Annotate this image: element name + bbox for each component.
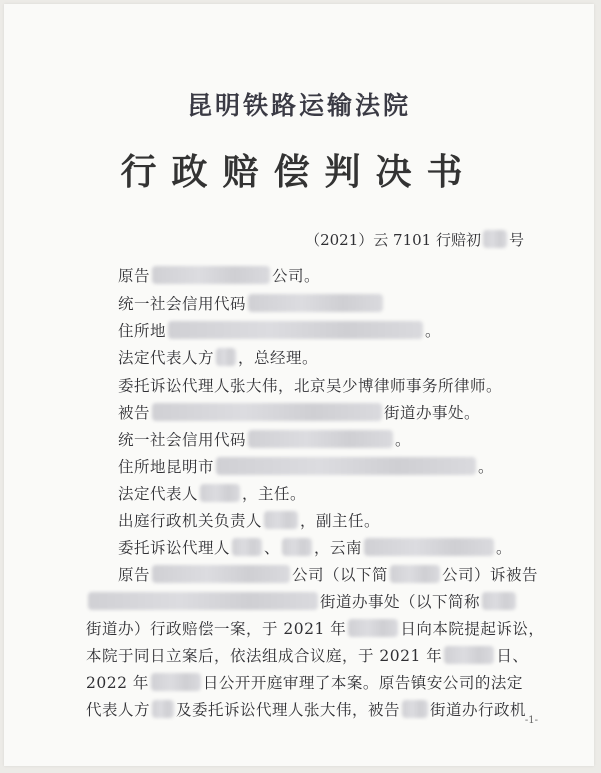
agency-head-line xyxy=(118,509,380,531)
case-number xyxy=(305,229,524,250)
text: 被告 xyxy=(118,404,151,422)
redacted-block xyxy=(216,348,236,366)
paragraph-line-5 xyxy=(86,671,523,693)
redacted-block xyxy=(151,673,201,691)
defendant-line xyxy=(118,401,480,423)
court-name: 昆明铁路运输法院 xyxy=(186,91,411,120)
text: 代表人方 xyxy=(86,701,151,719)
text: 2022 年 xyxy=(86,674,149,692)
redacted-block xyxy=(402,700,428,718)
text: 街道办行政机 xyxy=(430,701,527,719)
text: 。 xyxy=(478,458,495,476)
redacted-block xyxy=(483,230,507,248)
redacted-block xyxy=(232,538,262,556)
redacted-block xyxy=(88,592,318,610)
paragraph-line-4 xyxy=(86,644,528,666)
text: 。 xyxy=(395,431,412,449)
paragraph-line-3 xyxy=(86,617,544,639)
redacted-block xyxy=(152,700,174,718)
plaintiff-address-line xyxy=(118,319,441,341)
redacted-block xyxy=(200,484,240,502)
text: ，云南 xyxy=(314,539,363,557)
text: 日向本院提起诉讼， xyxy=(400,620,545,638)
redacted-block xyxy=(390,565,440,583)
defendant-credit-code-line xyxy=(118,428,411,450)
text: 住所地 xyxy=(118,322,167,340)
paragraph-line-2 xyxy=(86,590,518,612)
text: 。 xyxy=(496,539,513,557)
text: 公司。 xyxy=(272,267,321,285)
defendant-agent-line xyxy=(118,536,512,558)
text: 原告 xyxy=(118,566,151,584)
text: ，副主任。 xyxy=(300,512,381,530)
defendant-representative-line xyxy=(118,482,306,504)
document-title: 行政赔偿判决书 xyxy=(120,151,478,193)
text: 及委托诉讼代理人张大伟，被告 xyxy=(176,701,401,719)
text: 统一社会信用代码 xyxy=(118,295,247,313)
redacted-block xyxy=(168,321,423,339)
text: 街道办事处。 xyxy=(384,404,481,422)
text: 、 xyxy=(264,539,281,557)
plaintiff-agent-line xyxy=(118,374,502,396)
redacted-block xyxy=(348,619,398,637)
text: 住所地昆明市 xyxy=(118,458,215,476)
text: 委托诉讼代理人 xyxy=(118,539,231,557)
text: 街道办事处（以下简称 xyxy=(320,593,481,611)
text: 街道办）行政赔偿一案，于 2021 年 xyxy=(86,620,347,638)
redacted-block xyxy=(248,294,383,312)
text: 法定代表人 xyxy=(118,485,199,503)
redacted-block xyxy=(152,403,382,421)
text: 统一社会信用代码 xyxy=(118,431,247,449)
text: 原告 xyxy=(118,267,151,285)
text: ，主任。 xyxy=(242,485,307,503)
text: 。 xyxy=(425,322,442,340)
redacted-block xyxy=(152,565,290,583)
redacted-block xyxy=(482,592,516,610)
text: 日公开开庭审理了本案。原告镇安公司的法定 xyxy=(202,674,523,692)
case-number-suffix: 号 xyxy=(508,231,524,249)
redacted-block xyxy=(216,457,476,475)
text: 出庭行政机关负责人 xyxy=(118,512,263,530)
redacted-block xyxy=(248,430,393,448)
plaintiff-representative-line xyxy=(118,346,318,368)
text: ，总经理。 xyxy=(238,349,319,367)
plaintiff-line xyxy=(118,264,320,286)
redacted-block xyxy=(282,538,312,556)
text: 法定代表人方 xyxy=(118,349,215,367)
paragraph-line-6 xyxy=(86,698,526,720)
redacted-block xyxy=(444,646,494,664)
text: 公司）诉被告 xyxy=(442,566,539,584)
document-page xyxy=(4,4,594,766)
text: 公司（以下简 xyxy=(292,566,389,584)
text: 日、 xyxy=(496,647,529,665)
text: 本院于同日立案后，依法组成合议庭，于 2021 年 xyxy=(86,647,443,665)
paragraph-line-1 xyxy=(118,563,538,585)
redacted-block xyxy=(152,266,270,284)
redacted-block xyxy=(264,511,298,529)
text: 委托诉讼代理人张大伟，北京吴少博律师事务所律师。 xyxy=(118,377,503,395)
case-number-prefix: （2021）云 7101 行赔初 xyxy=(305,231,481,249)
redacted-block xyxy=(364,538,494,556)
defendant-address-line xyxy=(118,455,494,477)
page-number: -1- xyxy=(524,715,538,726)
plaintiff-credit-code-line xyxy=(118,292,385,314)
